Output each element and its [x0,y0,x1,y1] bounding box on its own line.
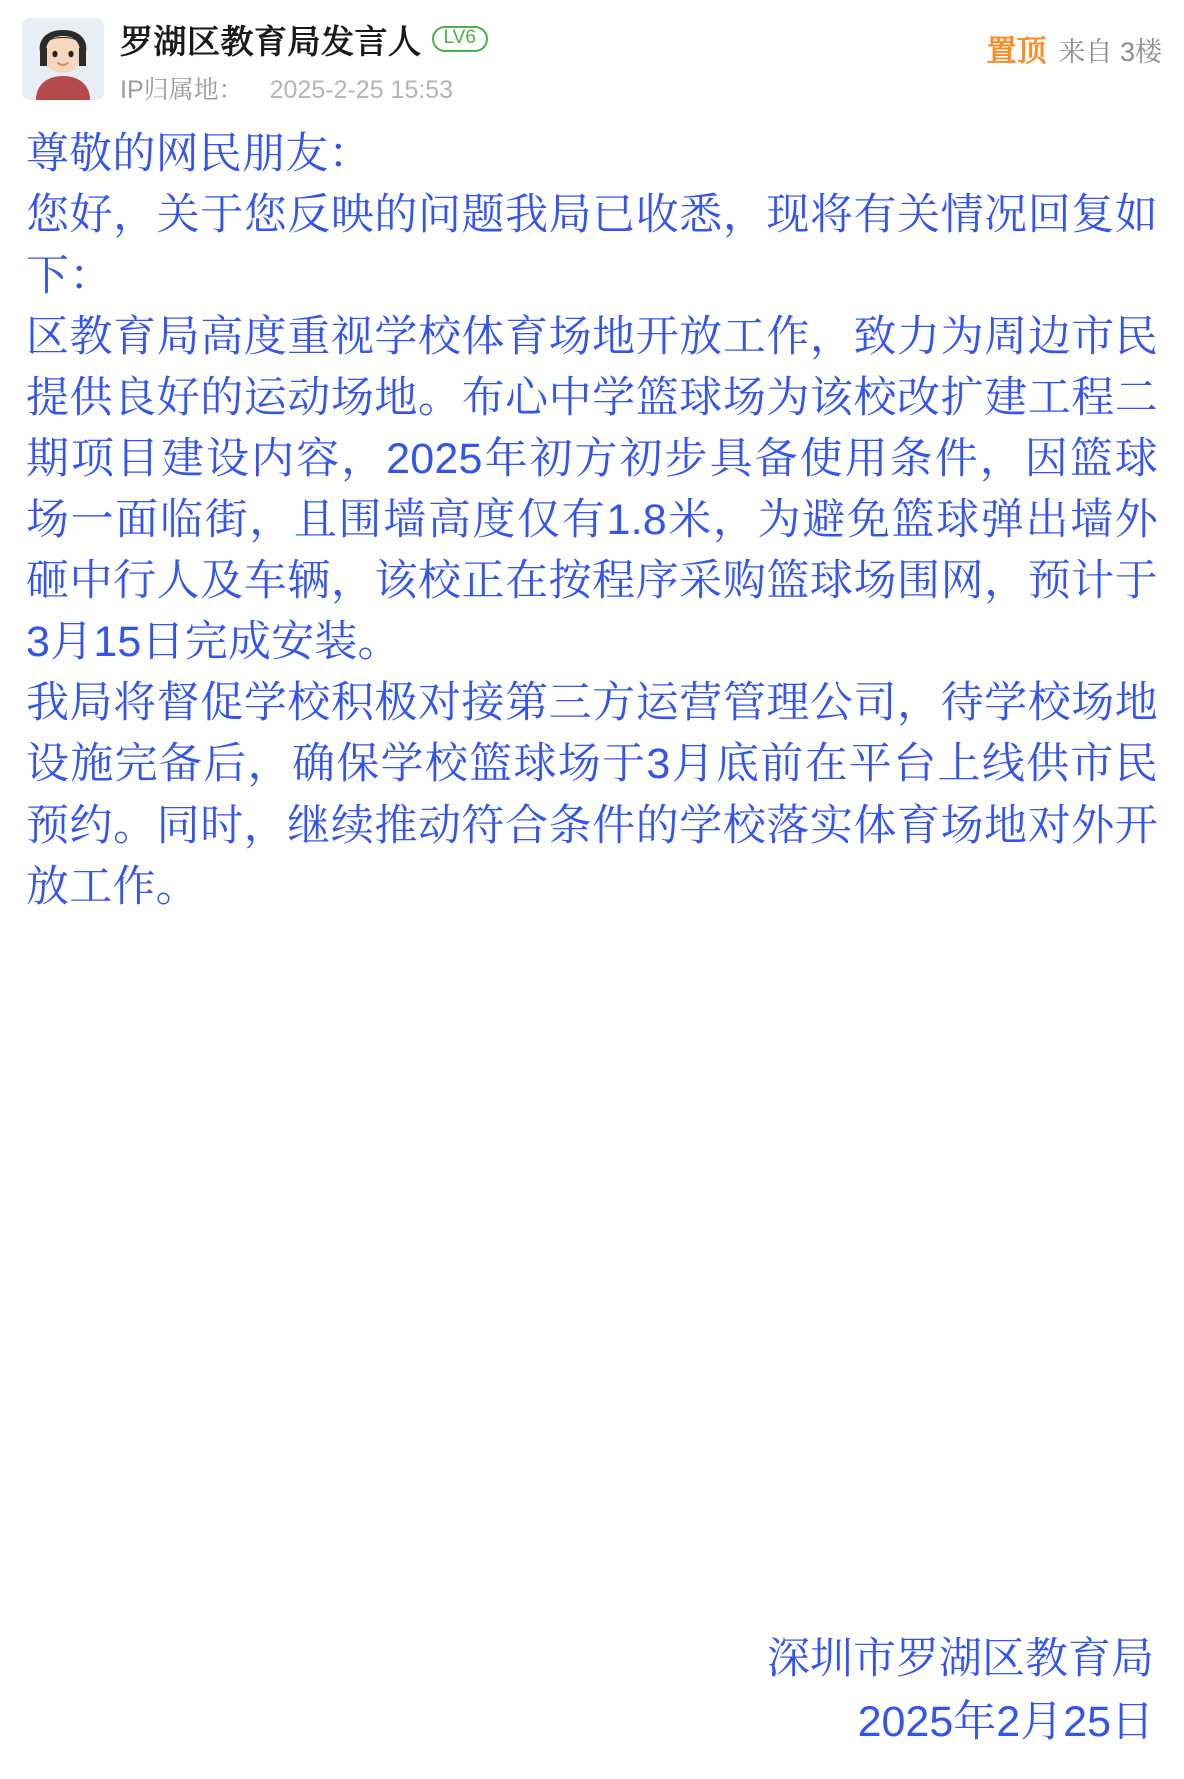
from-floor-label[interactable]: 来自 3楼 [1058,37,1162,67]
author-name[interactable]: 罗湖区教育局发言人 [120,22,422,60]
post-timestamp: 2025-2-25 15:53 [269,76,454,104]
content-paragraph-1: 您好，关于您反映的问题我局已收悉，现将有关情况回复如下： [26,191,1158,301]
post-header [0,0,1184,116]
user-avatar-icon [22,18,104,100]
ip-location-label: IP归属地： [120,76,244,104]
content-paragraph-3: 我局将督促学校积极对接第三方运营管理公司，待学校场地设施完备后，确保学校篮球场于3月底前在平台上线供市民预约。同时，继续推动符合条件的学校落实体育场地对外开放工作。 [26,679,1158,911]
signature-organization: 深圳市罗湖区教育局 [767,1635,1154,1684]
post-signature [767,1628,1154,1753]
post-tags [986,26,1162,70]
content-paragraph-2: 区教育局高度重视学校体育场地开放工作，致力为周边市民提供良好的运动场地。布心中学篮球场为该校改扩建工程二期项目建设内容，2025年初方初步具备使用条件，因篮球场一面临街，且围墙高度仅有1.8米，为避免篮球弹出墙外砸中行人及车辆，该校正在按程序采购篮球场围网，预计于3月15日完成安装。 [26,313,1158,667]
avatar[interactable] [22,18,104,100]
signature-date: 2025年2月25日 [857,1697,1154,1746]
level-badge: LV6 [432,26,488,52]
pinned-badge: 置顶 [986,35,1047,68]
content-salutation: 尊敬的网民朋友： [26,130,372,178]
post-meta [120,70,1162,106]
post-content [0,116,1184,918]
